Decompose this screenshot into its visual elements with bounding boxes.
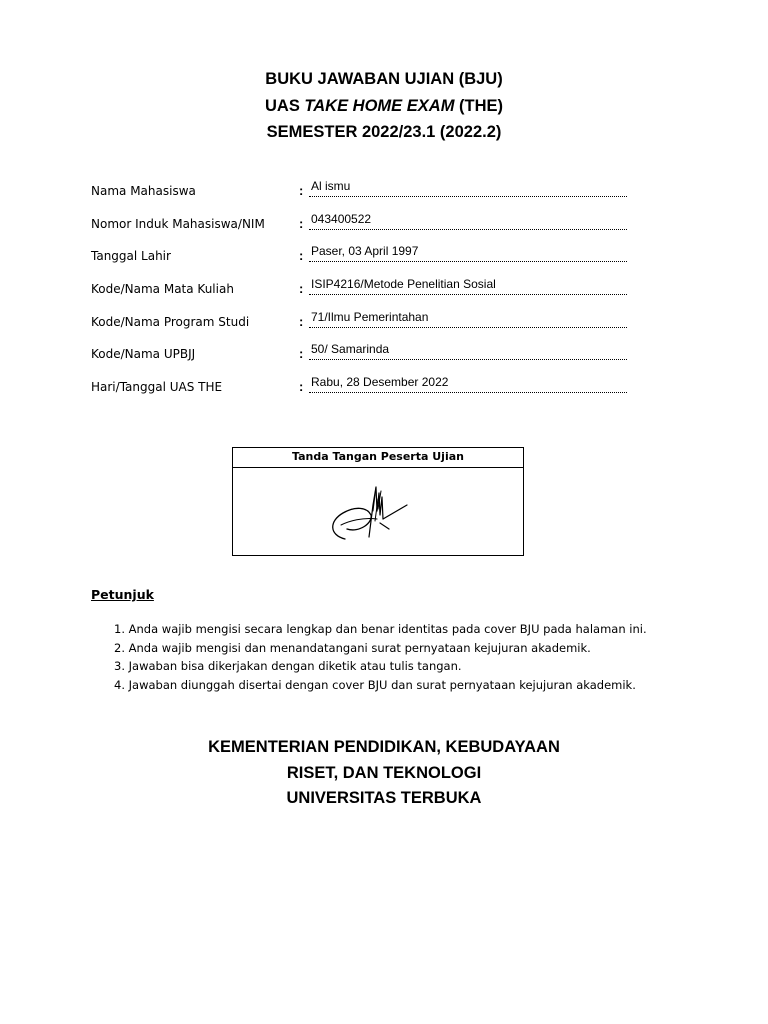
field-value-line	[309, 341, 627, 360]
field-nim	[91, 211, 631, 244]
field-colon: :	[299, 215, 304, 231]
field-value: 71/Ilmu Pemerintahan	[311, 309, 429, 324]
field-value-line	[309, 374, 627, 393]
header-exam-italic: TAKE HOME EXAM	[304, 96, 455, 115]
identity-form	[91, 178, 631, 407]
field-label: Tanggal Lahir	[91, 249, 171, 264]
document-header	[0, 66, 768, 146]
field-colon: :	[299, 281, 304, 297]
field-value: 043400522	[311, 211, 372, 226]
field-value: Paser, 03 April 1997	[311, 244, 419, 259]
field-tanggal-uas	[91, 374, 631, 407]
footer-university: UNIVERSITAS TERBUKA	[286, 789, 482, 807]
field-colon: :	[299, 346, 304, 362]
header-exam-type	[0, 93, 768, 120]
field-colon: :	[299, 379, 304, 395]
instructions-list	[114, 620, 647, 694]
footer-ministry: KEMENTERIAN PENDIDIKAN, KEBUDAYAAN	[208, 738, 560, 756]
field-label: Nama Mahasiswa	[91, 184, 196, 198]
list-item: 4. Jawaban diunggah disertai dengan cover BJU dan surat pernyataan kejujuran akademik.	[114, 677, 636, 692]
field-value-line	[309, 178, 627, 197]
field-colon: :	[299, 183, 304, 198]
header-semester: SEMESTER 2022/23.1 (2022.2)	[266, 123, 502, 141]
signature-header: Tanda Tangan Peserta Ujian	[233, 448, 523, 468]
field-value: ISIP4216/Metode Penelitian Sosial	[311, 277, 496, 292]
field-label: Nomor Induk Mahasiswa/NIM	[91, 216, 265, 231]
field-value: Rabu, 28 Desember 2022	[311, 375, 449, 390]
field-tanggal-lahir	[91, 243, 631, 276]
instructions-title: Petunjuk	[91, 587, 154, 602]
field-value-line	[309, 211, 627, 230]
header-exam-suffix: (THE)	[454, 96, 504, 115]
field-label: Hari/Tanggal UAS THE	[91, 380, 223, 395]
field-label: Kode/Nama UPBJJ	[91, 347, 196, 362]
field-colon: :	[299, 248, 304, 264]
institution-footer	[0, 735, 768, 812]
field-upbjj	[91, 341, 631, 374]
handwritten-signature	[323, 481, 423, 549]
field-value-line	[309, 309, 627, 328]
field-value: Al ismu	[311, 179, 351, 193]
list-item: 2. Anda wajib mengisi dan menandatangani surat pernyataan kejujuran akademik.	[114, 640, 591, 655]
field-colon: :	[299, 313, 304, 329]
field-program-studi	[91, 309, 631, 342]
header-exam-prefix: UAS	[264, 96, 305, 115]
field-mata-kuliah	[91, 276, 631, 309]
field-label: Kode/Nama Program Studi	[91, 314, 250, 329]
header-title: BUKU JAWABAN UJIAN (BJU)	[265, 70, 503, 88]
field-value-line	[309, 243, 627, 262]
list-item: 3. Jawaban bisa dikerjakan dengan diketik atau tulis tangan.	[114, 659, 462, 673]
field-value: 50/ Samarinda	[311, 342, 390, 357]
field-value-line	[309, 276, 627, 295]
list-item: 1. Anda wajib mengisi secara lengkap dan benar identitas pada cover BJU pada halaman ini.	[114, 622, 647, 636]
field-nama-mahasiswa	[91, 178, 631, 211]
field-label: Kode/Nama Mata Kuliah	[91, 282, 234, 297]
footer-ministry-cont: RISET, DAN TEKNOLOGI	[286, 763, 482, 782]
signature-box	[232, 447, 524, 556]
